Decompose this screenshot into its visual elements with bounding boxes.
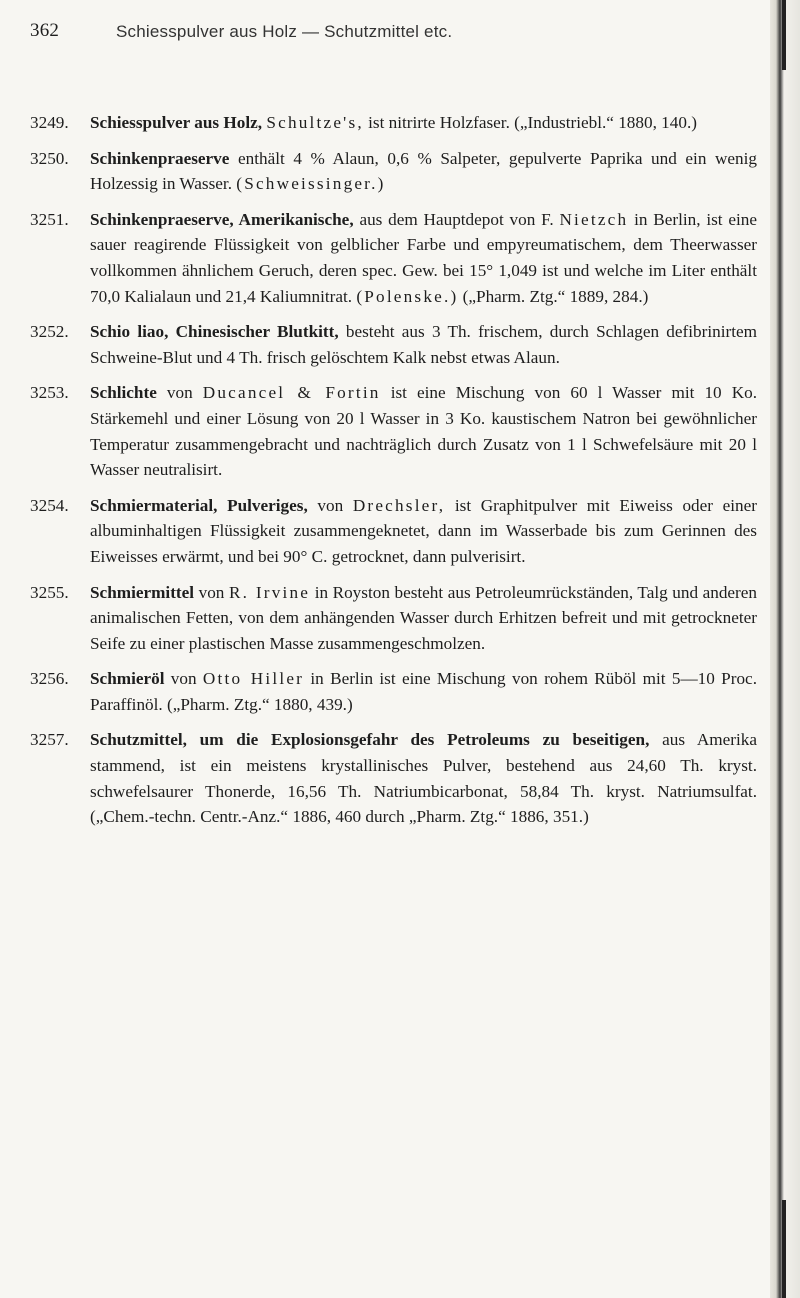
entry-number: 3254. — [30, 495, 69, 515]
entry-author: Drechsler, — [352, 495, 446, 515]
running-title: Schiesspulver aus Holz — Schutzmittel etc. — [116, 22, 453, 41]
entry-number: 3252. — [30, 322, 69, 342]
entry-source: (Polenske.) — [356, 286, 459, 306]
entry-citation: („Pharm. Ztg.“ 1889, 284.) — [462, 286, 649, 306]
binding-mark — [782, 0, 786, 70]
entry-headword: Schutzmittel, um die Explosionsgefahr des Petroleums zu beseitigen, — [90, 730, 650, 750]
entry-number: 3251. — [30, 209, 69, 229]
entry-3255 — [30, 580, 757, 657]
entry-3252 — [30, 319, 757, 370]
entry-headword: Schiesspulver aus Holz, — [90, 113, 263, 132]
binding-mark — [782, 1200, 786, 1298]
entry-headword: Schio liao, Chinesischer Blutkitt, — [90, 322, 339, 342]
entry-author: R. Irvine — [228, 582, 311, 602]
entry-text: aus Amerika stammend, ist ein meistens krystallinisches Pulver, bestehend aus 24,60 Th. kryst. schwefelsaurer Thonerde, 16,56 Th. Natriumbicarbonat, 58,84 Th. kryst. Natriumsulfat. („Chem.-techn. Centr.-Anz.“ 1886, 460 durch „Pharm. Ztg.“ 1886, 351.) — [90, 730, 758, 827]
entry-headword: Schmiermaterial, Pulveriges, — [90, 495, 308, 515]
entry-author: Ducancel & Fortin — [202, 383, 381, 403]
entry-list — [30, 110, 757, 840]
entry-number: 3249. — [30, 113, 69, 132]
entry-headword: Schlichte — [90, 383, 157, 403]
entry-author: Otto Hiller — [202, 669, 305, 689]
entry-3257 — [30, 727, 757, 829]
entry-text: in Berlin, ist eine sauer reagirende Flüssigkeit von gelblicher Farbe und empyreumatischem, dem Theerwasser vollkommen ähnlichem Geruch, deren spec. Gew. bei 15° 1,049 ist und welche im Liter enthält 70,0 Kalialaun und 21,4 Kaliumnitrat. — [90, 209, 758, 306]
entry-text: in Royston besteht aus Petroleumrückständen, Talg und anderen animalischen Fetten, von dem anhängenden Wasser durch Erhitzen befreit und mit getrockneter Seife zu einer plastischen Masse zusammengeschmolzen. — [90, 582, 758, 653]
entry-number: 3256. — [30, 669, 69, 689]
entry-text: ist Graphitpulver mit Eiweiss oder einer albuminhaltigen Flüssigkeit zusammengeknetet, dann im Wasserbade bis zum Gerinnen des Eiweisses erwärmt, und bei 90° C. getrocknet, dann pulverisirt. — [90, 495, 757, 566]
entry-headword: Schinkenpraeserve — [90, 148, 230, 168]
entry-text: von — [317, 495, 344, 515]
entry-text: in Berlin ist eine Mischung von rohem Rüböl mit 5—10 Proc. Paraffinöl. („Pharm. Ztg.“ 1880, 439.) — [90, 669, 757, 714]
entry-number: 3250. — [30, 148, 69, 168]
entry-text: von — [170, 669, 197, 689]
entry-headword: Schmieröl — [90, 669, 165, 689]
entry-headword: Schmiermittel — [90, 582, 195, 602]
entry-number: 3257. — [30, 730, 69, 750]
entry-3249 — [30, 110, 757, 136]
entry-text: von — [166, 383, 193, 403]
page-edge-shadow — [770, 0, 800, 1298]
entry-text: enthält 4 % Alaun, 0,6 % Salpeter, gepulverte Paprika und ein wenig Holzessig in Wasser. — [90, 148, 758, 194]
page-number: 362 — [30, 20, 60, 41]
entry-text: aus dem Hauptdepot von F. — [359, 209, 554, 229]
entry-text: besteht aus 3 Th. frischem, durch Schlagen defibrinirtem Schweine-Blut und 4 Th. frisch gelöschtem Kalk nebst etwas Alaun. — [90, 322, 757, 367]
entry-text: von — [198, 582, 225, 602]
entry-3251 — [30, 207, 757, 309]
entry-text: ist nitrirte Holzfaser. („Industriebl.“ 1880, 140.) — [368, 113, 697, 132]
entry-author: Nietzch — [559, 209, 629, 229]
entry-3254 — [30, 493, 757, 570]
entry-headword: Schinkenpraeserve, Amerikanische, — [90, 209, 354, 229]
entry-text: ist eine Mischung von 60 l Wasser mit 10 Ko. Stärkemehl und einer Lösung von 20 l Wasser in 3 Ko. kaustischem Natron bei gewöhnlicher Temperatur zusammengebracht und nachträglich durch Zusatz von 1 l Schwefelsäure mit 20 l Wasser neutralisirt. — [90, 383, 758, 480]
entry-3250 — [30, 146, 757, 197]
entry-number: 3255. — [30, 582, 69, 602]
entry-author: Schultze's, — [266, 113, 364, 132]
entry-number: 3253. — [30, 383, 69, 403]
entry-3253 — [30, 380, 757, 482]
entry-source: (Schweissinger.) — [236, 174, 386, 194]
entry-3256 — [30, 666, 757, 717]
